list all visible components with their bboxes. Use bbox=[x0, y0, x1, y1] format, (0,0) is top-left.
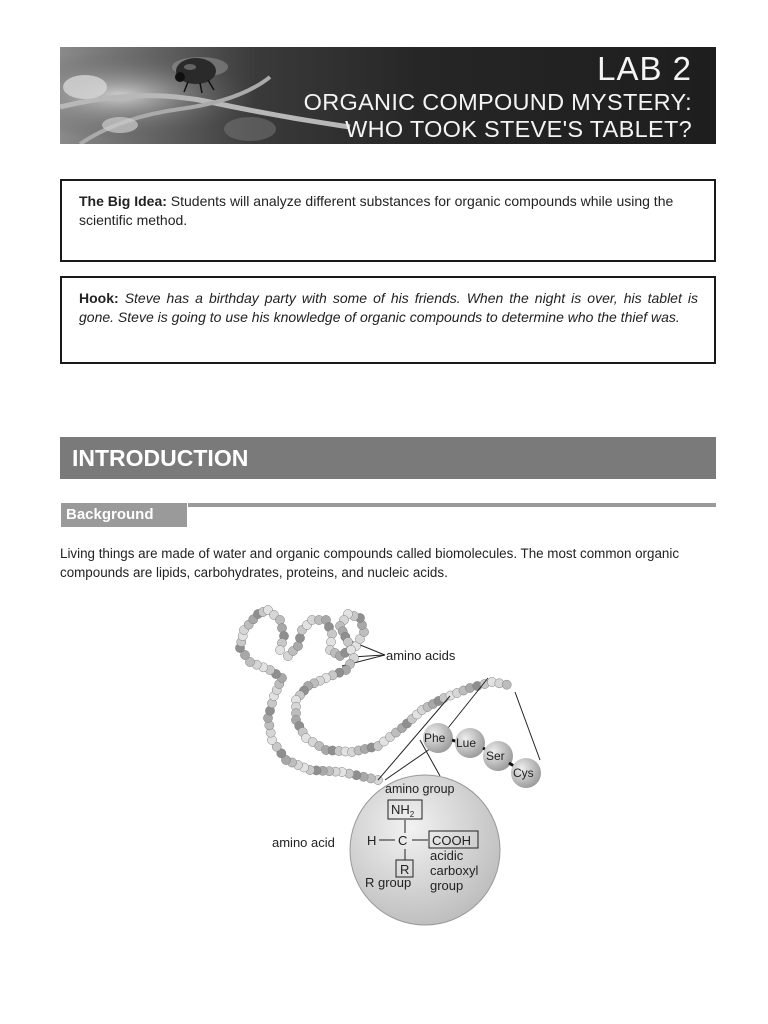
chain-bead bbox=[293, 641, 302, 650]
hook-box bbox=[60, 276, 716, 364]
background-paragraph: Living things are made of water and organic compounds called biomolecules. The most common organic compounds are lipids, carbohydrates, proteins, and nucleic acids. bbox=[60, 546, 680, 580]
section-title: INTRODUCTION bbox=[60, 437, 716, 479]
chain-bead bbox=[275, 615, 284, 624]
hook-label: Hook: bbox=[79, 290, 119, 306]
chain-bead bbox=[275, 645, 284, 654]
bead-phe bbox=[423, 723, 453, 753]
bead-ser bbox=[483, 741, 513, 771]
subsection-title: Background bbox=[60, 503, 188, 528]
bead-cys-label: Cys bbox=[513, 766, 534, 780]
carboxyl-label-2: carboxyl bbox=[430, 863, 479, 878]
r-group-label: R group bbox=[365, 875, 412, 890]
r-label: R bbox=[400, 862, 410, 877]
cooh-label: COOH bbox=[432, 833, 471, 848]
chain-bead bbox=[295, 633, 304, 642]
bead-lue bbox=[455, 728, 485, 758]
amino-acid-label: amino acid bbox=[272, 835, 335, 850]
amino-group-label: amino group bbox=[385, 782, 455, 796]
bead-cys bbox=[511, 758, 541, 788]
chain-bead bbox=[327, 629, 336, 638]
chain-bead bbox=[326, 637, 335, 646]
bead-phe-label: Phe bbox=[424, 731, 446, 745]
header-banner bbox=[60, 47, 716, 144]
bead-lue-label: Lue bbox=[456, 736, 477, 750]
nh2-label: $NH_2$ bbox=[391, 802, 415, 819]
carboxyl-label-1: acidic bbox=[430, 848, 464, 863]
carboxyl-label-3: group bbox=[430, 878, 464, 893]
chain-bead bbox=[502, 680, 511, 689]
lab-number: LAB 2 bbox=[597, 50, 692, 87]
chain-bead bbox=[277, 623, 286, 632]
lab-title-line-1: ORGANIC COMPOUND MYSTERY: bbox=[303, 89, 692, 115]
carbon-label: C bbox=[398, 833, 408, 848]
lab-title-line-2: WHO TOOK STEVE'S TABLET? bbox=[345, 116, 692, 142]
amino-acid-circle bbox=[350, 775, 500, 925]
amino-acids-label: amino acids bbox=[386, 648, 456, 663]
hydrogen-label: H bbox=[367, 833, 377, 848]
big-idea-text: Students will analyze different substances for organic compounds while using the scientific method. bbox=[79, 193, 674, 228]
hook-text: Steve has a birthday party with some of his friends. When the night is over, his tablet is gone. Steve is going to use his knowledge of organic compounds to determine who the thief was. bbox=[79, 290, 698, 325]
bead-ser-label: Ser bbox=[486, 749, 505, 763]
big-idea-box bbox=[60, 179, 716, 262]
protein-diagram bbox=[230, 600, 560, 930]
lab-title bbox=[304, 89, 692, 143]
big-idea-label: The Big Idea: bbox=[79, 193, 167, 209]
